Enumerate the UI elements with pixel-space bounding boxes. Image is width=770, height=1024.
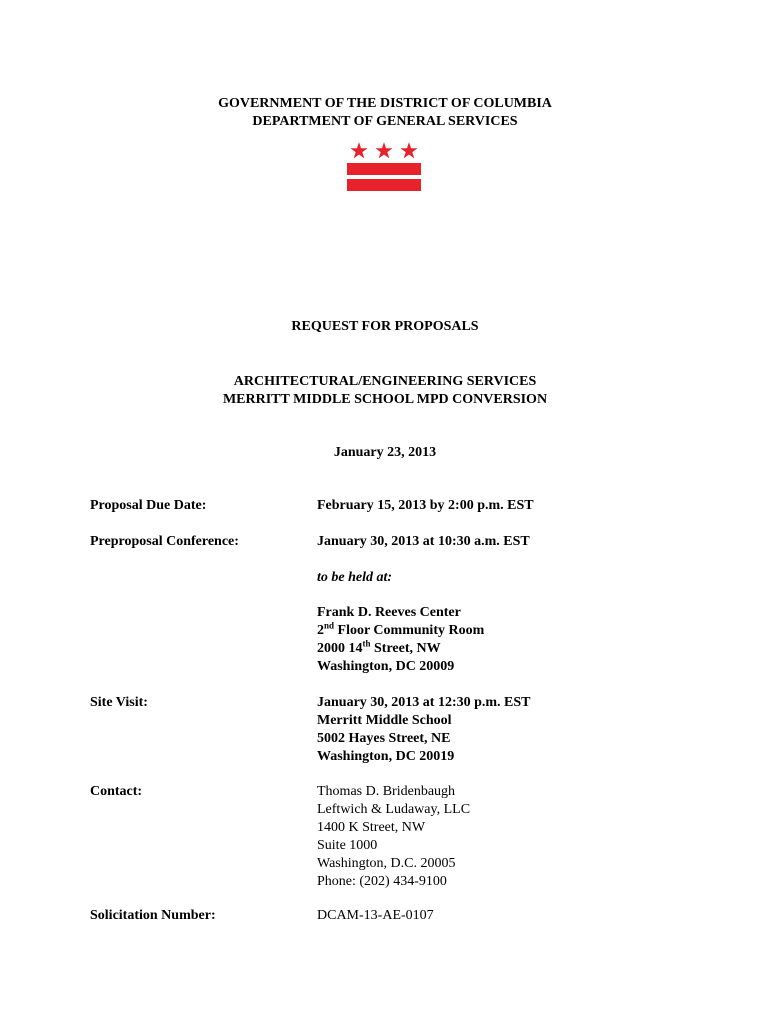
- contact-line: Washington, D.C. 20005: [317, 856, 456, 871]
- flag-star-center: [375, 142, 392, 158]
- site-visit-line: January 30, 2013 at 12:30 p.m. EST: [317, 695, 531, 710]
- due-date-label: Proposal Due Date:: [90, 498, 207, 513]
- conference-city: Washington, DC 20009: [317, 659, 455, 674]
- conference-room: 2nd Floor Community Room: [317, 620, 485, 638]
- project-line-2: MERRITT MIDDLE SCHOOL MPD CONVERSION: [222, 392, 548, 407]
- conference-address: [317, 604, 484, 676]
- project-line-1: ARCHITECTURAL/ENGINEERING SERVICES: [233, 374, 537, 389]
- site-visit-line: 5002 Hayes Street, NE: [317, 731, 451, 746]
- contact-line: Leftwich & Ludaway, LLC: [317, 802, 471, 817]
- document-title: REQUEST FOR PROPOSALS: [291, 319, 479, 334]
- contact-details: [317, 783, 470, 891]
- site-visit-details: [317, 694, 531, 766]
- issue-date: January 23, 2013: [333, 445, 437, 460]
- contact-line: 1400 K Street, NW: [317, 820, 426, 835]
- contact-label: Contact:: [90, 784, 143, 799]
- conference-value: January 30, 2013 at 10:30 a.m. EST: [317, 534, 530, 549]
- site-visit-label: Site Visit:: [90, 695, 148, 710]
- flag-bar-top: [347, 163, 421, 175]
- conference-held-note: to be held at:: [317, 570, 393, 585]
- dc-flag-icon: [347, 140, 421, 192]
- header-government: GOVERNMENT OF THE DISTRICT OF COLUMBIA: [218, 96, 552, 111]
- flag-star-left: [350, 142, 367, 158]
- header-department: DEPARTMENT OF GENERAL SERVICES: [252, 114, 518, 129]
- site-visit-line: Washington, DC 20019: [317, 749, 455, 764]
- contact-line: Suite 1000: [317, 838, 378, 853]
- contact-phone: Phone: (202) 434-9100: [317, 874, 447, 889]
- solicitation-label: Solicitation Number:: [90, 908, 216, 923]
- conference-label: Preproposal Conference:: [90, 534, 239, 549]
- contact-line: Thomas D. Bridenbaugh: [317, 784, 456, 799]
- due-date-value: February 15, 2013 by 2:00 p.m. EST: [317, 498, 534, 513]
- conference-venue: Frank D. Reeves Center: [317, 605, 461, 620]
- solicitation-number: DCAM-13-AE-0107: [317, 908, 434, 923]
- conference-street: 2000 14th Street, NW: [317, 638, 441, 656]
- site-visit-line: Merritt Middle School: [317, 713, 452, 728]
- flag-star-right: [400, 142, 417, 158]
- flag-bar-bottom: [347, 179, 421, 191]
